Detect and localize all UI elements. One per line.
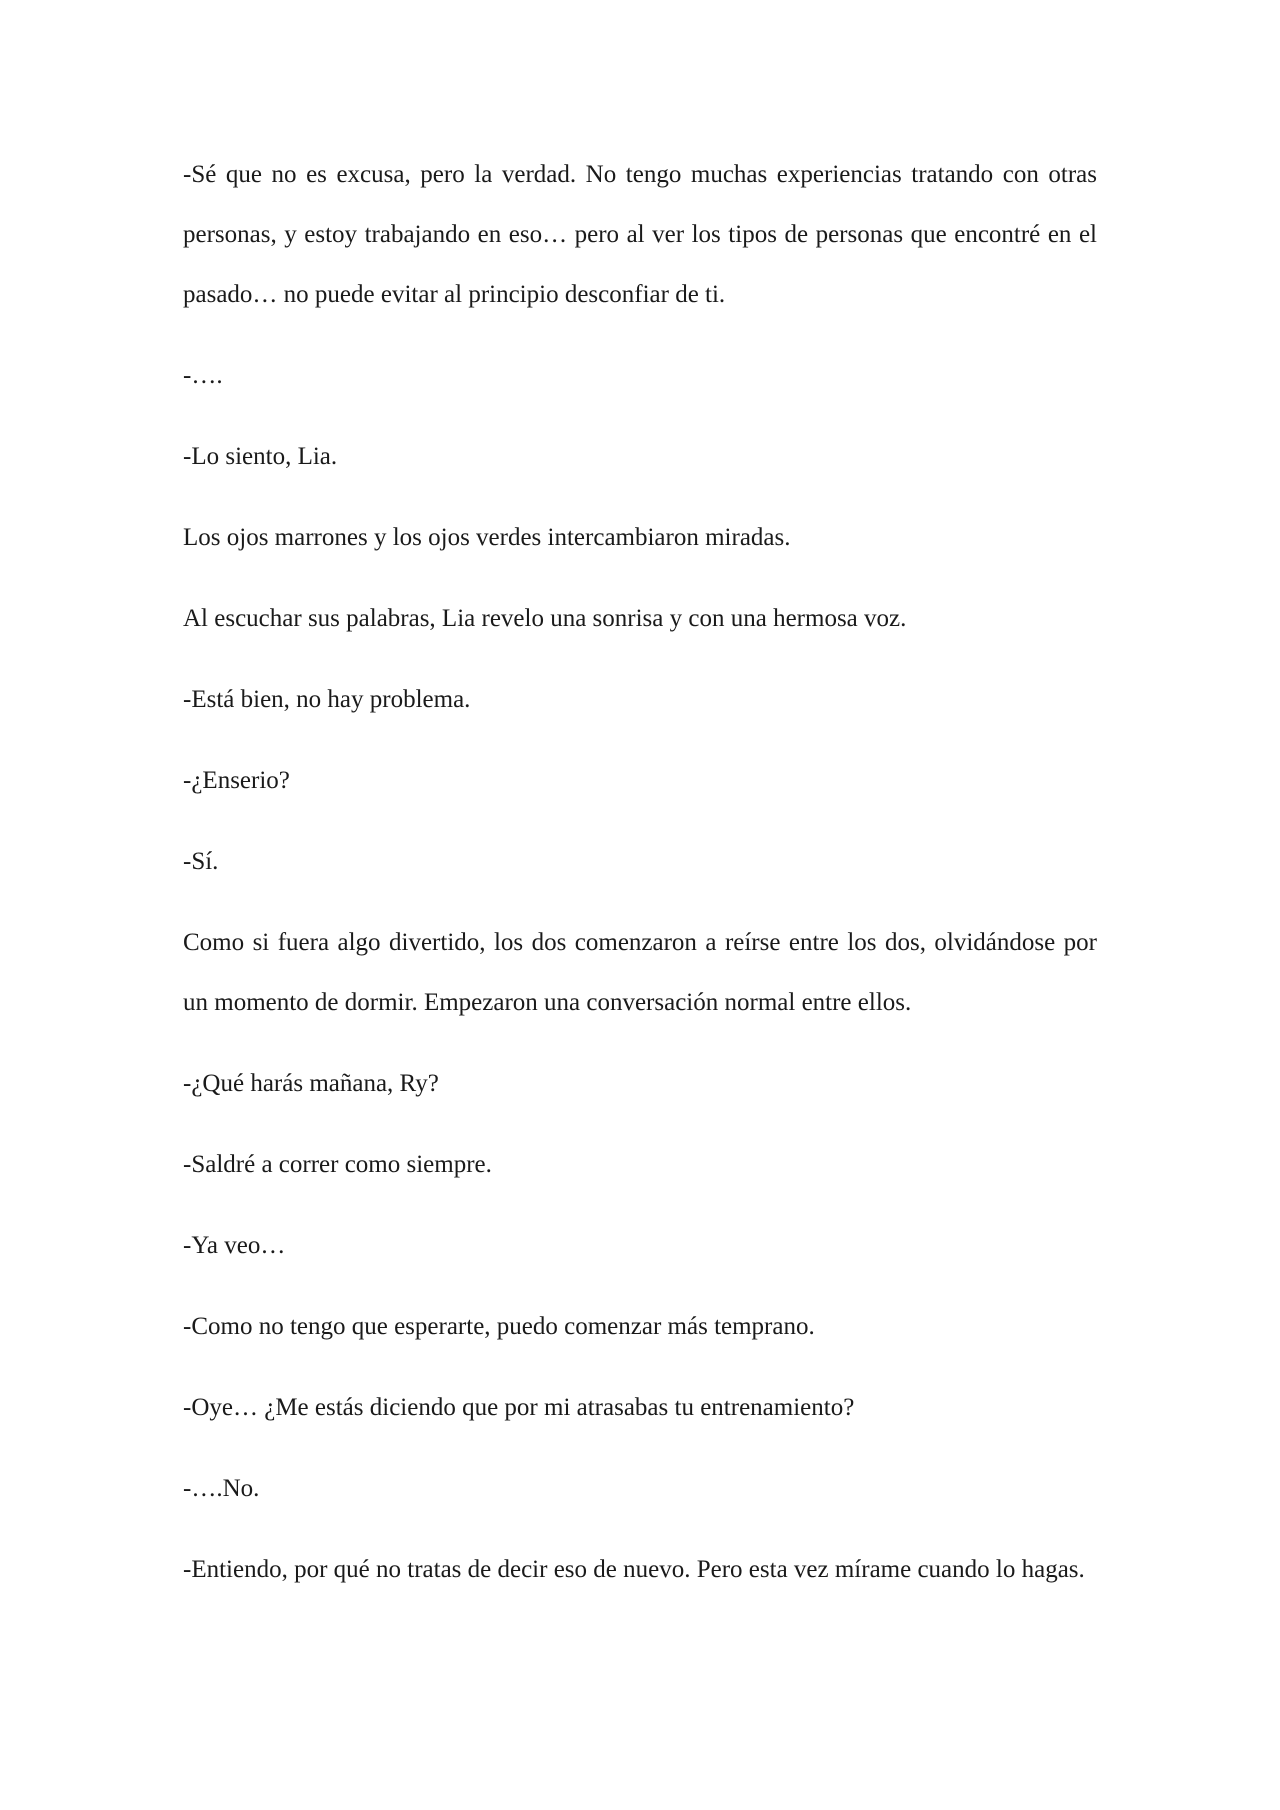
paragraph-15: -….No. <box>183 1475 260 1502</box>
paragraph-12: -Ya veo… <box>183 1232 286 1259</box>
paragraph-6: -Está bien, no hay problema. <box>183 686 471 713</box>
paragraph-14: -Oye… ¿Me estás diciendo que por mi atrasabas tu entrenamiento? <box>183 1394 855 1421</box>
paragraph-2: -…. <box>183 362 223 389</box>
paragraph-1: -Sé que no es excusa, pero la verdad. No tengo muchas experiencias tratando con otras personas, y estoy trabajando en eso… pero al ver los tipos de personas que encontré en el pasado… no puede evitar al principio desconfiar de ti. <box>183 161 1097 308</box>
paragraph-9: Como si fuera algo divertido, los dos comenzaron a reírse entre los dos, olvidándose por un momento de dormir. Empezaron una conversación normal entre ellos. <box>183 929 1097 1016</box>
paragraph-10: -¿Qué harás mañana, Ry? <box>183 1070 439 1097</box>
paragraph-3: -Lo siento, Lia. <box>183 443 338 470</box>
paragraph-5: Al escuchar sus palabras, Lia revelo una sonrisa y con una hermosa voz. <box>183 605 907 632</box>
paragraph-13: -Como no tengo que esperarte, puedo comenzar más temprano. <box>183 1313 815 1340</box>
paragraph-7: -¿Enserio? <box>183 767 290 794</box>
text-body <box>183 145 1097 1600</box>
paragraph-4: Los ojos marrones y los ojos verdes intercambiaron miradas. <box>183 524 791 551</box>
paragraph-16: -Entiendo, por qué no tratas de decir eso de nuevo. Pero esta vez mírame cuando lo hagas. <box>183 1556 1085 1583</box>
paragraph-8: -Sí. <box>183 848 219 875</box>
paragraph-11: -Saldré a correr como siempre. <box>183 1151 492 1178</box>
